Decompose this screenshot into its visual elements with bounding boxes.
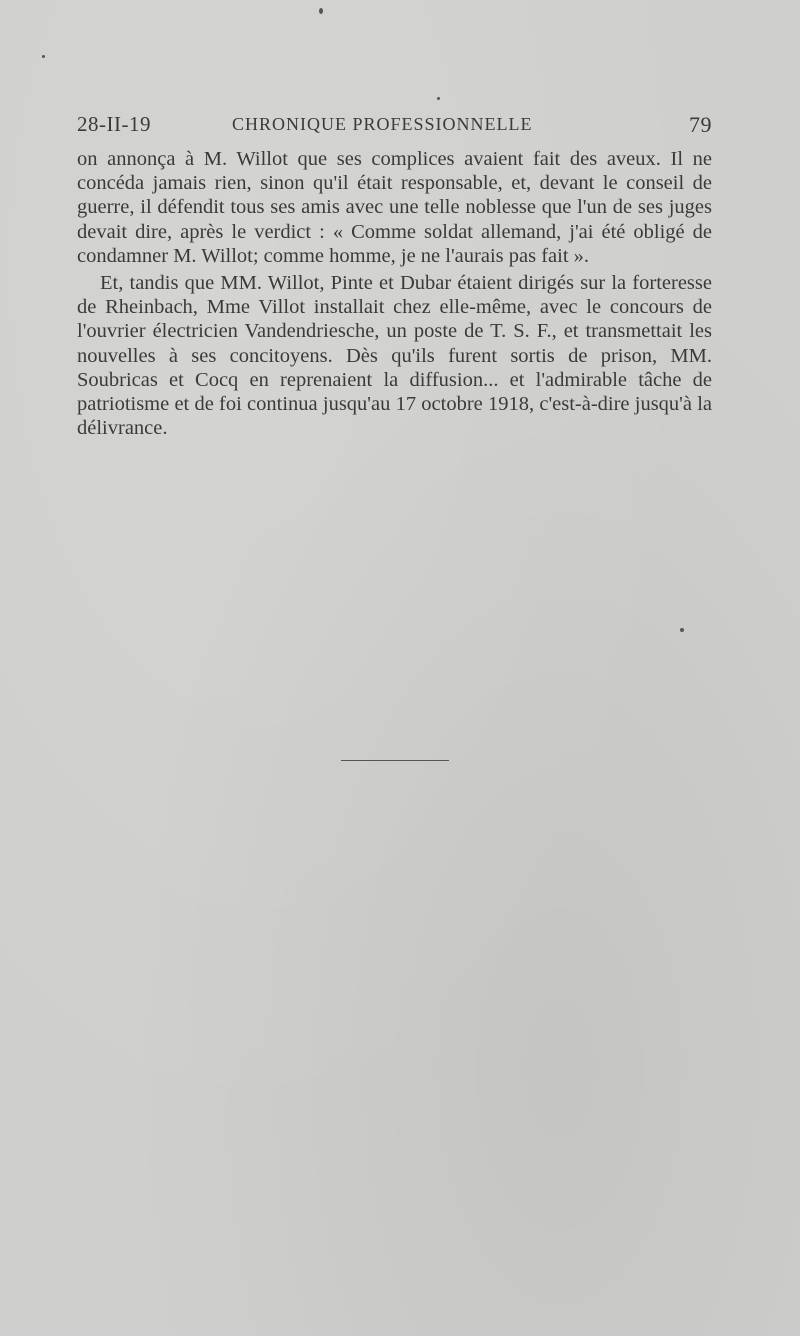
running-head	[77, 112, 712, 140]
paragraph-2: Et, tandis que MM. Willot, Pinte et Dubar étaient dirigés sur la forteresse de Rheinbach, Mme Villot installait chez elle-même, avec le concours de l'ouvrier électricien Vandendriesche, un poste de T. S. F., et transmettait les nouvelles à ses concitoyens. Dès qu'ils furent sortis de prison, MM. Soubricas et Cocq en reprenaient la diffusion... et l'admirable tâche de patriotisme et de foi continua jusqu'au 17 octobre 1918, c'est-à-dire jusqu'à la délivrance.	[77, 272, 712, 440]
paper-speck	[319, 8, 323, 14]
body-text	[77, 147, 712, 440]
paper-speck	[680, 628, 684, 632]
running-head-title: CHRONIQUE PROFESSIONNELLE	[232, 114, 533, 134]
paragraph-1: on annonça à M. Willot que ses complices avaient fait des aveux. Il ne concéda jamais rien, sinon qu'il était responsable, et, devant le conseil de guerre, il défendit tous ses amis avec une telle noblesse que l'un de ses juges devait dire, après le verdict : « Comme soldat allemand, j'ai été obligé de condamner M. Willot; comme homme, je ne l'aurais pas fait ».	[77, 148, 712, 267]
paper-speck	[42, 55, 45, 58]
section-end-rule	[341, 760, 449, 761]
paper-speck	[437, 97, 440, 100]
running-head-date: 28-II-19	[77, 112, 151, 136]
page-number: 79	[689, 112, 712, 137]
